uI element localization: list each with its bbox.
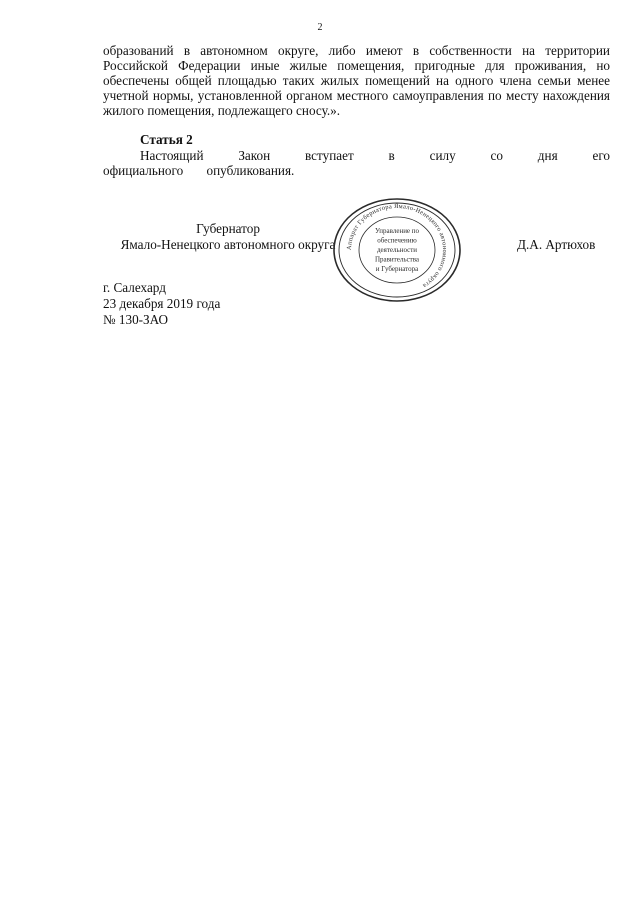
article-2-heading: Статья 2 — [140, 132, 193, 147]
signing-date: 23 декабря 2019 года — [103, 296, 221, 311]
city: г. Салехард — [103, 280, 166, 295]
seal-inner-line: и Губернатора — [375, 265, 419, 273]
document-footer — [103, 280, 220, 328]
law-number: № 130-ЗАО — [103, 312, 169, 327]
seal-inner-text — [375, 227, 420, 273]
article-2-text-tail: опубликования. — [206, 163, 295, 178]
seal-ring-text: Аппарат Губернатора Ямало-Ненецкого автономного округа — [345, 202, 449, 290]
signer-position: Губернатор — [196, 221, 260, 236]
seal-inner-line: обеспечению — [377, 236, 417, 245]
page-number: 2 — [317, 22, 323, 33]
law-paragraph-continuation: образований в автономном округе, либо имеют в собственности на территории Российской Федерации иные жилые помещения, пригодные для проживания, но обеспечены общей площадью таких жилых помещений на одного члена семьи менее учетной нормы, установленной органом местного самоуправления по месту нахождения жилого помещения, подлежащего сносу.». — [103, 43, 610, 118]
official-seal-stamp — [331, 196, 463, 304]
article-2-text-main: Настоящий Закон вступает в силу со дня его официального — [103, 148, 610, 178]
seal-inner-line: Управление по — [374, 227, 420, 235]
signer-region: Ямало-Ненецкого автономного округа — [120, 237, 336, 252]
seal-inner-line: деятельности — [376, 246, 418, 254]
signer-name: Д.А. Артюхов — [517, 237, 596, 252]
signer-title — [103, 221, 353, 253]
seal-inner-line: Правительства — [374, 255, 420, 264]
article-2-text — [103, 148, 610, 178]
